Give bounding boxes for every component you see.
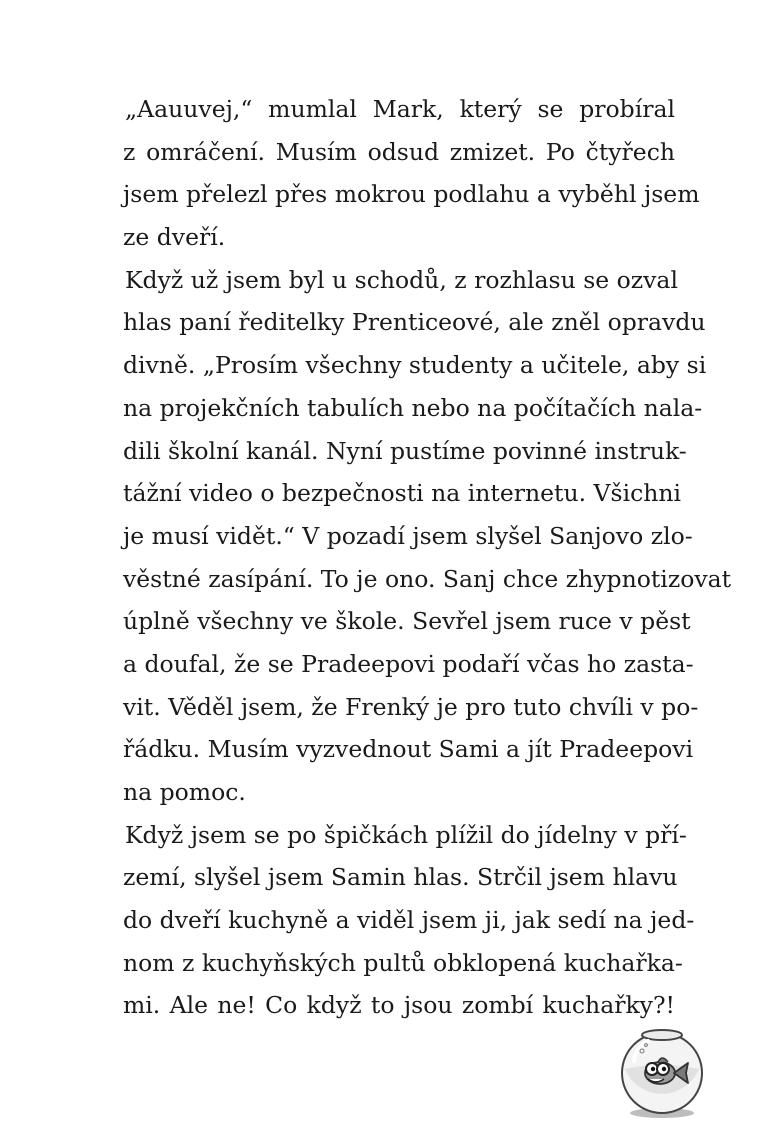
text-line: vit. Věděl jsem, že Frenký je pro tuto chvíli v po- bbox=[123, 692, 699, 721]
text-line: tážní video o bezpečnosti na internetu. Všichni bbox=[123, 479, 682, 508]
text-line: řádku. Musím vyzvednout Sami a jít Pradeepovi bbox=[123, 735, 694, 764]
text-line: ze dveří. bbox=[123, 223, 226, 252]
text-line: hlas paní ředitelky Prenticeové, ale zněl opravdu bbox=[123, 308, 706, 337]
text-line: divně. „Prosím všechny studenty a učitele, aby si bbox=[123, 351, 707, 380]
text-line: zemí, slyšel jsem Samin hlas. Strčil jsem hlavu bbox=[123, 863, 678, 892]
fishbowl-icon bbox=[612, 1021, 712, 1121]
text-line: z omráčení. Musím odsud zmizet. Po čtyřech bbox=[123, 137, 675, 166]
text-line: do dveří kuchyně a viděl jsem ji, jak sedí na jed- bbox=[123, 906, 695, 935]
text-line: a doufal, že se Pradeepovi podaří včas ho zasta- bbox=[123, 649, 694, 678]
text-line: na pomoc. bbox=[123, 778, 246, 806]
text-line: Když už jsem byl u schodů, z rozhlasu se ozval bbox=[125, 265, 678, 294]
text-line: je musí vidět.“ V pozadí jsem slyšel Sanjovo zlo- bbox=[123, 521, 693, 550]
text-line: mi. Ale ne! Co když to jsou zombí kuchařky?! bbox=[123, 991, 675, 1020]
text-line: dili školní kanál. Nyní pustíme povinné instruk- bbox=[123, 436, 687, 465]
text-line: věstné zasípání. To je ono. Sanj chce zhypnotizovat bbox=[123, 564, 732, 593]
text-line: jsem přelezl přes mokrou podlahu a vyběhl jsem bbox=[123, 180, 700, 209]
body-text bbox=[123, 88, 732, 1027]
text-line: úplně všechny ve škole. Sevřel jsem ruce v pěst bbox=[123, 607, 691, 636]
text-line: na projekčních tabulích nebo na počítačích nala- bbox=[123, 393, 703, 422]
text-line: Když jsem se po špičkách plížil do jídelny v pří- bbox=[125, 820, 687, 849]
text-line: nom z kuchyňských pultů obklopená kuchařka- bbox=[123, 948, 683, 977]
text-line: „Aauuvej,“ mumlal Mark, který se probíral bbox=[125, 95, 675, 123]
